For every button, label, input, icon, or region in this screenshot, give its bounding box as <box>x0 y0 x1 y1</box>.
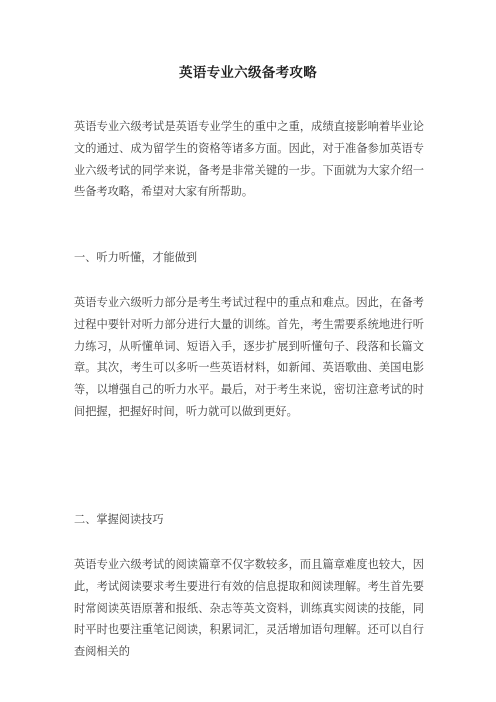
section-2-heading: 二、掌握阅读技巧 <box>74 513 164 526</box>
section-2-body: 英语专业六级考试的阅读篇章不仅字数较多，而且篇章难度也较大，因此，考试阅读要求考生要进行有效的信息提取和阅读理解。考生首先要时常阅读英语原著和报纸、杂志等英文资料，训练真实阅读的技能，同时平时也要注重笔记阅读，积累词汇，灵活增加语句理解。还可以自行查阅相关的 <box>74 558 424 659</box>
intro-paragraph: 英语专业六级考试是英语专业学生的重中之重，成绩直接影响着毕业论文的通过、成为留学生的资格等诸多方面。因此，对于准备参加英语专业六级考试的同学来说，备考是非常关键的一步。下面就为大家介绍一些备考攻略，希望对大家有所帮助。 <box>74 120 424 199</box>
document-title: 英语专业六级备考攻略 <box>179 65 317 81</box>
section-1-body: 英语专业六级听力部分是考生考试过程中的重点和难点。因此，在备考过程中要针对听力部分进行大量的训练。首先，考生需要系统地进行听力练习，从听懂单词、短语入手，逐步扩展到听懂句子、段落和长篇文章。其次，考生可以多听一些英语材料，如新闻、英语歌曲、美国电影等，以增强自己的听力水平。最后，对于考生来说，密切注意考试的时间把握，把握好时间，听力就可以做到更好。 <box>74 296 424 418</box>
section-1-heading: 一、听力听懂，才能做到 <box>74 251 198 264</box>
